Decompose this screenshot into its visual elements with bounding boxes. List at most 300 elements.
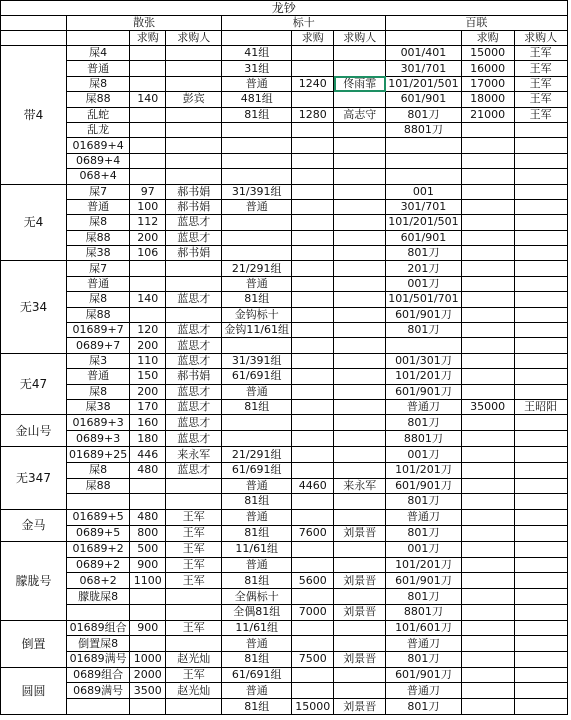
biaoshi-price-cell[interactable]: 5600	[292, 573, 334, 589]
bailian-buyer-cell[interactable]	[514, 478, 567, 494]
variety-cell[interactable]: 068+4	[67, 169, 130, 184]
header-cell[interactable]	[1, 31, 67, 46]
bailian-item-cell[interactable]: 801刀	[386, 246, 461, 261]
biaoshi-buyer-cell[interactable]	[334, 153, 386, 168]
biaoshi-price-cell[interactable]	[292, 246, 334, 261]
scatter-buyer-cell[interactable]: 蓝思才	[166, 415, 222, 431]
bailian-buyer-cell[interactable]	[514, 462, 567, 478]
corner-cell[interactable]	[1, 16, 67, 31]
variety-cell[interactable]	[67, 494, 130, 510]
scatter-buyer-cell[interactable]	[166, 478, 222, 494]
header-qiugou[interactable]: 求购	[461, 31, 514, 46]
bailian-item-cell[interactable]: 101/501/701	[386, 292, 461, 307]
bailian-price-cell[interactable]	[461, 338, 514, 353]
biaoshi-item-cell[interactable]: 61/691组	[222, 462, 292, 478]
bailian-price-cell[interactable]	[461, 307, 514, 322]
scatter-price-cell[interactable]	[130, 699, 166, 715]
bailian-buyer-cell[interactable]	[514, 573, 567, 589]
bailian-buyer-cell[interactable]	[514, 699, 567, 715]
bailian-buyer-cell[interactable]	[514, 447, 567, 463]
bailian-item-cell[interactable]: 301/701	[386, 199, 461, 214]
variety-cell[interactable]: 屎7	[67, 261, 130, 276]
bailian-item-cell[interactable]: 801刀	[386, 494, 461, 510]
scatter-buyer-cell[interactable]	[166, 138, 222, 153]
bailian-buyer-cell[interactable]: 王军	[514, 76, 567, 91]
biaoshi-price-cell[interactable]	[292, 261, 334, 276]
biaoshi-buyer-cell[interactable]	[334, 620, 386, 636]
variety-cell[interactable]: 普通	[67, 199, 130, 214]
scatter-price-cell[interactable]: 110	[130, 353, 166, 368]
scatter-price-cell[interactable]: 100	[130, 199, 166, 214]
biaoshi-price-cell[interactable]	[292, 589, 334, 605]
scatter-buyer-cell[interactable]: 郝书娟	[166, 184, 222, 199]
biaoshi-price-cell[interactable]	[292, 369, 334, 384]
scatter-buyer-cell[interactable]: 赵光灿	[166, 683, 222, 699]
biaoshi-buyer-cell[interactable]	[334, 462, 386, 478]
biaoshi-buyer-cell[interactable]	[334, 557, 386, 573]
bailian-buyer-cell[interactable]	[514, 184, 567, 199]
scatter-buyer-cell[interactable]: 蓝思才	[166, 462, 222, 478]
biaoshi-price-cell[interactable]	[292, 153, 334, 168]
scatter-price-cell[interactable]	[130, 589, 166, 605]
variety-cell[interactable]: 01689+4	[67, 138, 130, 153]
biaoshi-item-cell[interactable]: 81组	[222, 573, 292, 589]
biaoshi-buyer-cell[interactable]: 高志守	[334, 107, 386, 122]
biaoshi-price-cell[interactable]	[292, 384, 334, 399]
bailian-item-cell[interactable]: 普通刀	[386, 636, 461, 652]
biaoshi-buyer-cell[interactable]	[334, 184, 386, 199]
scatter-price-cell[interactable]	[130, 276, 166, 291]
biaoshi-buyer-cell[interactable]	[334, 683, 386, 699]
bailian-price-cell[interactable]: 16000	[461, 61, 514, 76]
bailian-item-cell[interactable]: 普通刀	[386, 509, 461, 525]
bailian-price-cell[interactable]	[461, 509, 514, 525]
biaoshi-price-cell[interactable]	[292, 122, 334, 137]
scatter-price-cell[interactable]: 150	[130, 369, 166, 384]
bailian-item-cell[interactable]: 101/201/501	[386, 76, 461, 91]
bailian-price-cell[interactable]	[461, 573, 514, 589]
bailian-buyer-cell[interactable]	[514, 323, 567, 338]
variety-cell[interactable]: 01689+2	[67, 541, 130, 557]
bailian-buyer-cell[interactable]	[514, 431, 567, 447]
variety-cell[interactable]: 普通	[67, 369, 130, 384]
biaoshi-buyer-cell[interactable]	[334, 276, 386, 291]
bailian-item-cell[interactable]: 601/901	[386, 92, 461, 107]
biaoshi-buyer-cell[interactable]	[334, 199, 386, 214]
scatter-buyer-cell[interactable]: 蓝思才	[166, 292, 222, 307]
variety-cell[interactable]: 01689+5	[67, 509, 130, 525]
scatter-buyer-cell[interactable]	[166, 46, 222, 61]
bailian-item-cell[interactable]: 601/901	[386, 230, 461, 245]
scatter-buyer-cell[interactable]: 王军	[166, 667, 222, 683]
scatter-buyer-cell[interactable]: 彭宾	[166, 92, 222, 107]
section-header-sanzhang[interactable]: 散张	[67, 16, 222, 31]
header-qiugou[interactable]: 求购	[292, 31, 334, 46]
biaoshi-buyer-cell[interactable]	[334, 92, 386, 107]
bailian-buyer-cell[interactable]	[514, 261, 567, 276]
header-qiugou[interactable]: 求购	[130, 31, 166, 46]
scatter-price-cell[interactable]: 900	[130, 557, 166, 573]
bailian-buyer-cell[interactable]	[514, 199, 567, 214]
biaoshi-price-cell[interactable]	[292, 447, 334, 463]
biaoshi-price-cell[interactable]	[292, 292, 334, 307]
variety-cell[interactable]: 屎8	[67, 76, 130, 91]
bailian-buyer-cell[interactable]	[514, 557, 567, 573]
scatter-buyer-cell[interactable]: 蓝思才	[166, 215, 222, 230]
variety-cell[interactable]: 普通	[67, 61, 130, 76]
biaoshi-item-cell[interactable]: 普通	[222, 557, 292, 573]
biaoshi-item-cell[interactable]: 全偶81组	[222, 604, 292, 620]
biaoshi-buyer-cell[interactable]	[334, 215, 386, 230]
biaoshi-price-cell[interactable]	[292, 431, 334, 447]
biaoshi-price-cell[interactable]	[292, 399, 334, 414]
bailian-price-cell[interactable]	[461, 636, 514, 652]
biaoshi-price-cell[interactable]: 7000	[292, 604, 334, 620]
scatter-price-cell[interactable]: 140	[130, 92, 166, 107]
scatter-buyer-cell[interactable]: 蓝思才	[166, 353, 222, 368]
biaoshi-buyer-cell[interactable]	[334, 667, 386, 683]
variety-cell[interactable]: 01689+7	[67, 323, 130, 338]
scatter-price-cell[interactable]: 500	[130, 541, 166, 557]
biaoshi-buyer-cell[interactable]	[334, 384, 386, 399]
bailian-price-cell[interactable]	[461, 667, 514, 683]
bailian-buyer-cell[interactable]	[514, 122, 567, 137]
scatter-buyer-cell[interactable]: 王军	[166, 557, 222, 573]
biaoshi-buyer-cell[interactable]	[334, 399, 386, 414]
bailian-price-cell[interactable]	[461, 292, 514, 307]
variety-cell[interactable]: 屎8	[67, 215, 130, 230]
scatter-buyer-cell[interactable]	[166, 76, 222, 91]
header-cell[interactable]	[67, 31, 130, 46]
biaoshi-price-cell[interactable]	[292, 557, 334, 573]
bailian-item-cell[interactable]: 101/201/501	[386, 215, 461, 230]
biaoshi-price-cell[interactable]	[292, 620, 334, 636]
scatter-price-cell[interactable]	[130, 122, 166, 137]
scatter-price-cell[interactable]: 140	[130, 292, 166, 307]
biaoshi-item-cell[interactable]: 81组	[222, 399, 292, 414]
bailian-item-cell[interactable]	[386, 138, 461, 153]
biaoshi-buyer-cell[interactable]	[334, 138, 386, 153]
scatter-price-cell[interactable]	[130, 307, 166, 322]
biaoshi-item-cell[interactable]: 21/291组	[222, 261, 292, 276]
bailian-item-cell[interactable]: 普通刀	[386, 399, 461, 414]
bailian-price-cell[interactable]: 18000	[461, 92, 514, 107]
bailian-item-cell[interactable]: 001刀	[386, 276, 461, 291]
bailian-item-cell[interactable]: 801刀	[386, 323, 461, 338]
bailian-buyer-cell[interactable]	[514, 667, 567, 683]
biaoshi-item-cell[interactable]	[222, 415, 292, 431]
biaoshi-item-cell[interactable]: 普通	[222, 478, 292, 494]
sheet-title[interactable]: 龙钞	[1, 1, 568, 16]
variety-cell[interactable]: 屎8	[67, 384, 130, 399]
variety-cell[interactable]: 屎38	[67, 246, 130, 261]
scatter-price-cell[interactable]	[130, 494, 166, 510]
biaoshi-buyer-cell[interactable]	[334, 261, 386, 276]
header-qiugouren[interactable]: 求购人	[166, 31, 222, 46]
bailian-buyer-cell[interactable]	[514, 307, 567, 322]
variety-cell[interactable]: 0689+4	[67, 153, 130, 168]
variety-cell[interactable]: 屎88	[67, 230, 130, 245]
scatter-price-cell[interactable]	[130, 153, 166, 168]
bailian-price-cell[interactable]	[461, 353, 514, 368]
biaoshi-price-cell[interactable]	[292, 683, 334, 699]
bailian-buyer-cell[interactable]	[514, 338, 567, 353]
variety-cell[interactable]: 0689+7	[67, 338, 130, 353]
biaoshi-item-cell[interactable]: 481组	[222, 92, 292, 107]
group-label-cell[interactable]: 无34	[1, 261, 67, 353]
bailian-item-cell[interactable]: 301/701	[386, 61, 461, 76]
section-header-biaoshi[interactable]: 标十	[222, 16, 386, 31]
biaoshi-item-cell[interactable]: 11/61组	[222, 620, 292, 636]
bailian-item-cell[interactable]: 801刀	[386, 107, 461, 122]
scatter-buyer-cell[interactable]: 王军	[166, 620, 222, 636]
biaoshi-buyer-cell[interactable]	[334, 353, 386, 368]
bailian-item-cell[interactable]: 001刀	[386, 447, 461, 463]
biaoshi-item-cell[interactable]	[222, 169, 292, 184]
bailian-buyer-cell[interactable]	[514, 369, 567, 384]
bailian-item-cell[interactable]: 101/201刀	[386, 557, 461, 573]
bailian-buyer-cell[interactable]	[514, 153, 567, 168]
scatter-buyer-cell[interactable]	[166, 261, 222, 276]
biaoshi-price-cell[interactable]	[292, 323, 334, 338]
bailian-buyer-cell[interactable]	[514, 589, 567, 605]
scatter-price-cell[interactable]: 480	[130, 462, 166, 478]
bailian-buyer-cell[interactable]: 王军	[514, 92, 567, 107]
bailian-buyer-cell[interactable]	[514, 604, 567, 620]
biaoshi-item-cell[interactable]: 31组	[222, 61, 292, 76]
biaoshi-item-cell[interactable]: 41组	[222, 46, 292, 61]
biaoshi-buyer-cell[interactable]	[334, 122, 386, 137]
scatter-price-cell[interactable]	[130, 61, 166, 76]
scatter-price-cell[interactable]: 2000	[130, 667, 166, 683]
scatter-buyer-cell[interactable]	[166, 636, 222, 652]
variety-cell[interactable]: 普通	[67, 276, 130, 291]
bailian-buyer-cell[interactable]	[514, 651, 567, 667]
variety-cell[interactable]: 屎88	[67, 307, 130, 322]
variety-cell[interactable]: 倒置屎8	[67, 636, 130, 652]
scatter-buyer-cell[interactable]	[166, 589, 222, 605]
bailian-item-cell[interactable]: 601/901刀	[386, 478, 461, 494]
scatter-price-cell[interactable]: 112	[130, 215, 166, 230]
bailian-buyer-cell[interactable]	[514, 494, 567, 510]
bailian-item-cell[interactable]: 001/401	[386, 46, 461, 61]
biaoshi-buyer-cell[interactable]	[334, 46, 386, 61]
variety-cell[interactable]: 乱蛇	[67, 107, 130, 122]
biaoshi-price-cell[interactable]	[292, 184, 334, 199]
biaoshi-buyer-cell[interactable]: 来永军	[334, 478, 386, 494]
bailian-item-cell[interactable]: 101/601刀	[386, 620, 461, 636]
biaoshi-price-cell[interactable]	[292, 169, 334, 184]
biaoshi-item-cell[interactable]: 普通	[222, 199, 292, 214]
biaoshi-price-cell[interactable]	[292, 46, 334, 61]
biaoshi-price-cell[interactable]	[292, 230, 334, 245]
bailian-buyer-cell[interactable]	[514, 620, 567, 636]
scatter-price-cell[interactable]: 800	[130, 525, 166, 541]
biaoshi-price-cell[interactable]	[292, 415, 334, 431]
biaoshi-buyer-cell[interactable]: 刘景晋	[334, 604, 386, 620]
bailian-item-cell[interactable]: 801刀	[386, 699, 461, 715]
biaoshi-buyer-cell[interactable]	[334, 323, 386, 338]
biaoshi-price-cell[interactable]	[292, 307, 334, 322]
bailian-item-cell[interactable]: 601/901刀	[386, 573, 461, 589]
bailian-item-cell[interactable]: 801刀	[386, 525, 461, 541]
bailian-price-cell[interactable]	[461, 215, 514, 230]
biaoshi-item-cell[interactable]: 11/61组	[222, 541, 292, 557]
bailian-price-cell[interactable]	[461, 153, 514, 168]
scatter-buyer-cell[interactable]	[166, 494, 222, 510]
biaoshi-item-cell[interactable]: 普通	[222, 509, 292, 525]
scatter-price-cell[interactable]: 480	[130, 509, 166, 525]
bailian-buyer-cell[interactable]: 王军	[514, 61, 567, 76]
biaoshi-buyer-cell[interactable]: 刘景晋	[334, 699, 386, 715]
variety-cell[interactable]	[67, 604, 130, 620]
variety-cell[interactable]: 0689+2	[67, 557, 130, 573]
biaoshi-price-cell[interactable]	[292, 138, 334, 153]
biaoshi-price-cell[interactable]: 15000	[292, 699, 334, 715]
group-label-cell[interactable]: 无47	[1, 353, 67, 415]
biaoshi-price-cell[interactable]	[292, 276, 334, 291]
biaoshi-item-cell[interactable]: 金钩标十	[222, 307, 292, 322]
bailian-buyer-cell[interactable]	[514, 636, 567, 652]
biaoshi-buyer-cell[interactable]	[334, 509, 386, 525]
scatter-price-cell[interactable]	[130, 76, 166, 91]
scatter-price-cell[interactable]	[130, 261, 166, 276]
bailian-price-cell[interactable]	[461, 525, 514, 541]
bailian-item-cell[interactable]: 601/901刀	[386, 307, 461, 322]
bailian-buyer-cell[interactable]	[514, 415, 567, 431]
biaoshi-buyer-cell[interactable]	[334, 415, 386, 431]
bailian-price-cell[interactable]	[461, 276, 514, 291]
scatter-price-cell[interactable]: 160	[130, 415, 166, 431]
scatter-price-cell[interactable]: 900	[130, 620, 166, 636]
biaoshi-item-cell[interactable]: 普通	[222, 683, 292, 699]
biaoshi-price-cell[interactable]	[292, 541, 334, 557]
bailian-item-cell[interactable]: 601/901刀	[386, 667, 461, 683]
bailian-buyer-cell[interactable]	[514, 215, 567, 230]
scatter-price-cell[interactable]: 180	[130, 431, 166, 447]
header-qiugouren[interactable]: 求购人	[514, 31, 567, 46]
scatter-price-cell[interactable]	[130, 169, 166, 184]
scatter-buyer-cell[interactable]: 王军	[166, 541, 222, 557]
bailian-price-cell[interactable]	[461, 384, 514, 399]
scatter-buyer-cell[interactable]	[166, 153, 222, 168]
biaoshi-price-cell[interactable]	[292, 199, 334, 214]
bailian-price-cell[interactable]	[461, 230, 514, 245]
bailian-price-cell[interactable]	[461, 478, 514, 494]
biaoshi-buyer-cell[interactable]	[334, 246, 386, 261]
scatter-buyer-cell[interactable]: 郝书娟	[166, 246, 222, 261]
bailian-buyer-cell[interactable]	[514, 683, 567, 699]
scatter-buyer-cell[interactable]: 来永军	[166, 447, 222, 463]
biaoshi-item-cell[interactable]: 普通	[222, 76, 292, 91]
header-cell[interactable]	[386, 31, 461, 46]
bailian-item-cell[interactable]: 8801刀	[386, 122, 461, 137]
bailian-item-cell[interactable]: 801刀	[386, 651, 461, 667]
biaoshi-buyer-cell[interactable]	[334, 431, 386, 447]
biaoshi-item-cell[interactable]	[222, 153, 292, 168]
biaoshi-buyer-cell[interactable]: 佟雨霏	[334, 76, 386, 91]
scatter-buyer-cell[interactable]	[166, 169, 222, 184]
biaoshi-item-cell[interactable]: 81组	[222, 292, 292, 307]
variety-cell[interactable]: 01689满号	[67, 651, 130, 667]
biaoshi-item-cell[interactable]: 61/691组	[222, 667, 292, 683]
bailian-buyer-cell[interactable]	[514, 541, 567, 557]
biaoshi-item-cell[interactable]: 全偶标十	[222, 589, 292, 605]
biaoshi-price-cell[interactable]	[292, 338, 334, 353]
scatter-price-cell[interactable]: 1000	[130, 651, 166, 667]
scatter-price-cell[interactable]: 446	[130, 447, 166, 463]
scatter-price-cell[interactable]: 3500	[130, 683, 166, 699]
variety-cell[interactable]	[67, 699, 130, 715]
bailian-price-cell[interactable]	[461, 699, 514, 715]
variety-cell[interactable]: 屎88	[67, 478, 130, 494]
bailian-price-cell[interactable]	[461, 169, 514, 184]
scatter-buyer-cell[interactable]: 蓝思才	[166, 384, 222, 399]
section-header-bailian[interactable]: 百联	[386, 16, 567, 31]
bailian-item-cell[interactable]: 001/301刀	[386, 353, 461, 368]
variety-cell[interactable]: 屎4	[67, 46, 130, 61]
scatter-price-cell[interactable]: 120	[130, 323, 166, 338]
scatter-buyer-cell[interactable]	[166, 61, 222, 76]
biaoshi-buyer-cell[interactable]	[334, 307, 386, 322]
variety-cell[interactable]: 01689+25	[67, 447, 130, 463]
biaoshi-item-cell[interactable]: 普通	[222, 636, 292, 652]
biaoshi-price-cell[interactable]	[292, 61, 334, 76]
bailian-buyer-cell[interactable]	[514, 525, 567, 541]
bailian-buyer-cell[interactable]	[514, 276, 567, 291]
scatter-price-cell[interactable]	[130, 46, 166, 61]
biaoshi-buyer-cell[interactable]	[334, 292, 386, 307]
scatter-buyer-cell[interactable]: 蓝思才	[166, 431, 222, 447]
bailian-price-cell[interactable]	[461, 620, 514, 636]
bailian-buyer-cell[interactable]: 王昭阳	[514, 399, 567, 414]
scatter-price-cell[interactable]	[130, 138, 166, 153]
bailian-price-cell[interactable]	[461, 447, 514, 463]
biaoshi-buyer-cell[interactable]	[334, 169, 386, 184]
scatter-price-cell[interactable]: 200	[130, 230, 166, 245]
biaoshi-item-cell[interactable]: 81组	[222, 651, 292, 667]
scatter-buyer-cell[interactable]: 王军	[166, 509, 222, 525]
scatter-price-cell[interactable]: 106	[130, 246, 166, 261]
variety-cell[interactable]: 乱龙	[67, 122, 130, 137]
variety-cell[interactable]: 01689+3	[67, 415, 130, 431]
biaoshi-price-cell[interactable]	[292, 509, 334, 525]
biaoshi-price-cell[interactable]: 4460	[292, 478, 334, 494]
biaoshi-item-cell[interactable]	[222, 138, 292, 153]
biaoshi-buyer-cell[interactable]	[334, 61, 386, 76]
biaoshi-buyer-cell[interactable]	[334, 230, 386, 245]
bailian-buyer-cell[interactable]	[514, 509, 567, 525]
biaoshi-item-cell[interactable]	[222, 246, 292, 261]
scatter-buyer-cell[interactable]	[166, 276, 222, 291]
biaoshi-price-cell[interactable]	[292, 215, 334, 230]
bailian-price-cell[interactable]: 15000	[461, 46, 514, 61]
biaoshi-buyer-cell[interactable]	[334, 541, 386, 557]
group-label-cell[interactable]: 倒置	[1, 620, 67, 667]
bailian-buyer-cell[interactable]: 王军	[514, 46, 567, 61]
bailian-price-cell[interactable]	[461, 122, 514, 137]
biaoshi-item-cell[interactable]	[222, 230, 292, 245]
group-label-cell[interactable]: 无347	[1, 447, 67, 509]
variety-cell[interactable]: 0689满号	[67, 683, 130, 699]
biaoshi-item-cell[interactable]: 81组	[222, 525, 292, 541]
bailian-item-cell[interactable]: 普通刀	[386, 683, 461, 699]
bailian-price-cell[interactable]	[461, 494, 514, 510]
bailian-item-cell[interactable]: 801刀	[386, 589, 461, 605]
biaoshi-item-cell[interactable]: 普通	[222, 276, 292, 291]
bailian-buyer-cell[interactable]	[514, 230, 567, 245]
bailian-price-cell[interactable]: 35000	[461, 399, 514, 414]
